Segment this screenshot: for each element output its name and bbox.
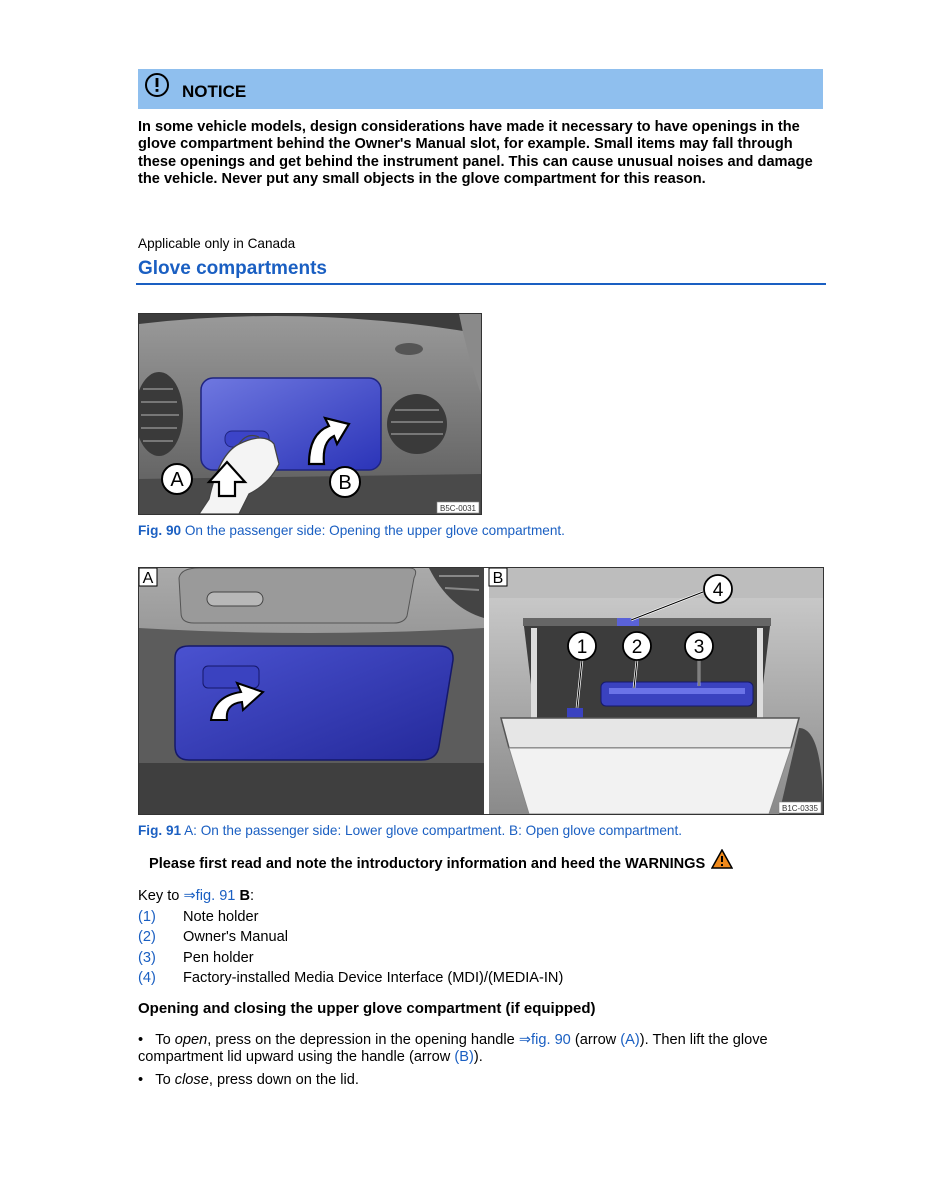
fig90-caption-number: Fig. 90: [138, 523, 182, 538]
key-prefix: Key to: [138, 888, 180, 904]
subheading: Opening and closing the upper glove compartment (if equipped): [138, 1000, 596, 1017]
emphasis-close: close: [174, 1072, 209, 1089]
key-arrow: ⇒: [183, 888, 196, 904]
figure-90-image: [138, 313, 482, 515]
key-fig-link[interactable]: fig. 91: [195, 888, 236, 904]
key-item-number: (2): [138, 929, 156, 946]
bullet-text: , press on the depression in the opening handle: [207, 1032, 515, 1048]
key-item-number: (1): [138, 909, 156, 925]
key-item-label: Note holder: [183, 909, 259, 925]
notice-body: In some vehicle models, design considerations have made it necessary to have openings in the glove compartment behind the Owner's Manual slot, for example. Small items may fall through these openings and get behind the instrument panel. This can cause unusual noises and damage the vehicle. Never put any small objects in the glove compartment for this reason.: [138, 119, 813, 187]
fig90-caption-text: On the passenger side: Opening the upper glove compartment.: [184, 523, 565, 538]
fig91-callout-1: 1: [576, 637, 588, 658]
arrow-b-link[interactable]: (B): [454, 1049, 474, 1066]
key-panel: B: [239, 888, 251, 904]
section-title: Glove compartments: [138, 258, 327, 279]
bullet-text: ).: [473, 1049, 483, 1066]
list-item: [138, 907, 563, 927]
warning-triangle-icon[interactable]: [711, 849, 733, 873]
bullet-text: , press down on the lid.: [208, 1072, 359, 1089]
fig90-label-b: B: [338, 472, 352, 494]
fig91-callout-2: 2: [631, 637, 643, 658]
fig91-panel-a-label: A: [142, 570, 154, 587]
figure-91-image: [138, 567, 824, 815]
key-list: [138, 907, 563, 988]
fig91-callout-4: 4: [712, 580, 724, 601]
list-item: [138, 968, 563, 988]
section-divider: [136, 283, 826, 285]
bullet-text: To: [155, 1072, 171, 1089]
list-item: [138, 927, 563, 947]
list-item: [138, 1032, 828, 1066]
bullet-text: To: [155, 1032, 171, 1048]
key-item-label: Factory-installed Media Device Interface (MDI)/(MEDIA-IN): [183, 969, 564, 986]
bullet-icon: •: [138, 1072, 156, 1089]
instruction-list: [138, 1032, 828, 1096]
key-line: [138, 887, 254, 904]
warnings-intro-text: Please first read and note the introductory information and heed the WARNINGS: [149, 856, 706, 872]
fig91-callout-3: 3: [693, 637, 705, 658]
fig90-link[interactable]: fig. 90: [531, 1032, 571, 1048]
applicability-note: Applicable only in Canada: [138, 236, 296, 251]
fig90-label-a: A: [170, 469, 184, 491]
fig91-panel-b-label: B: [492, 570, 504, 587]
fig90-code: B5C-0031: [439, 504, 477, 513]
list-item: [138, 948, 563, 968]
key-item-number: (4): [138, 969, 156, 986]
bullet-text: ). Then lift the glove compartment lid upward using the handle (arrow: [138, 1032, 768, 1066]
fig91-caption-text: A: On the passenger side: Lower glove compartment. B: Open glove compartment.: [184, 823, 683, 838]
emphasis-open: open: [174, 1032, 208, 1048]
fig90-caption: [138, 523, 565, 538]
fig91-caption: [138, 823, 682, 838]
list-item: [138, 1072, 828, 1089]
notice-title: NOTICE: [182, 82, 247, 101]
arrow-symbol: ⇒: [518, 1032, 532, 1048]
warnings-intro: [149, 855, 733, 873]
key-item-label: Owner's Manual: [183, 929, 288, 946]
key-item-number: (3): [138, 949, 156, 966]
notice-header: [138, 69, 823, 109]
notice-icon: [144, 72, 170, 103]
fig91-code: B1C-0335: [781, 804, 819, 813]
bullet-text: (arrow: [574, 1032, 617, 1048]
fig91-caption-number: Fig. 91: [138, 823, 182, 838]
key-colon: :: [250, 888, 255, 904]
arrow-a-link[interactable]: (A): [620, 1032, 640, 1048]
bullet-icon: •: [138, 1032, 156, 1048]
key-item-label: Pen holder: [183, 949, 254, 966]
